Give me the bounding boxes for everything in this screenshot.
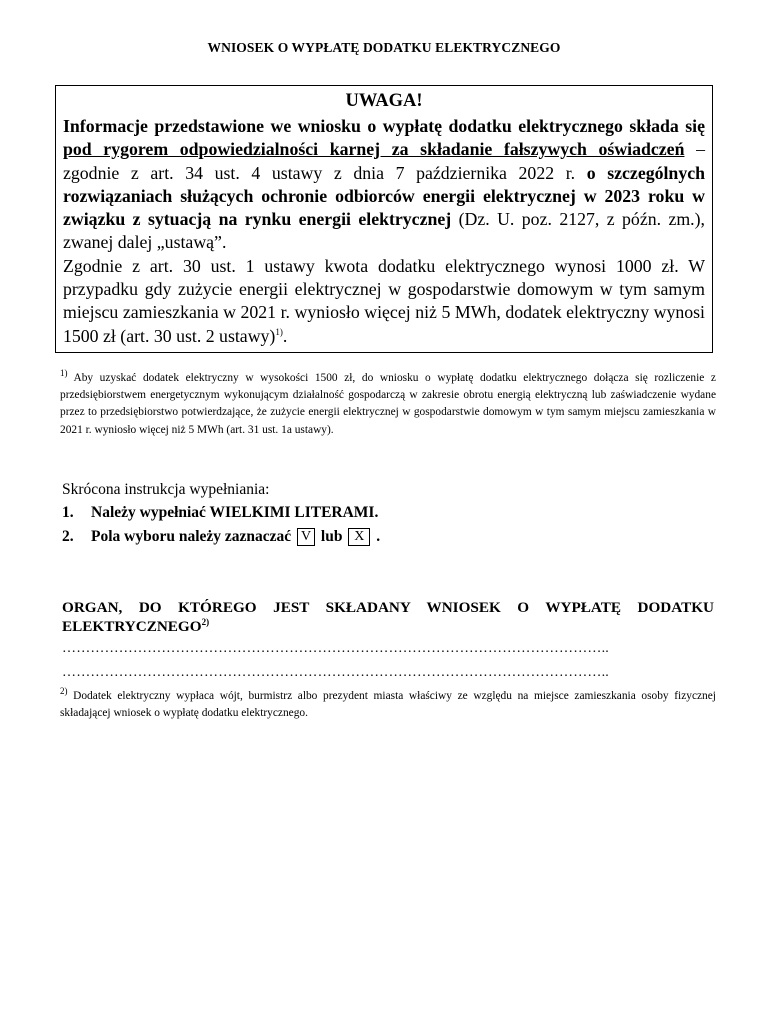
footnote-1 bbox=[60, 370, 716, 439]
organ-name-field[interactable]: …………………………………………………………………………………………………….. bbox=[62, 641, 609, 656]
instructions-heading: Skrócona instrukcja wypełniania: bbox=[62, 481, 270, 498]
instructions-list bbox=[62, 501, 702, 549]
footnote-1-text: Aby uzyskać dodatek elektryczny w wysokości 1500 zł, do wniosku o wypłatę dodatku elektrycznego dołącza się rozliczenie z przedsiębiorstwem energetycznym wykonującym działalność gospodarczą w zakresie obrotu energią elektryczną lub zaświadczenie wydane przez to przedsiębiorstwo potwierdzające, że zużycie energii elektrycznej w gospodarstwie domowym w tym samym miejscu zamieszkania w 2021 r. wyniosło więcej niż 5 MWh (art. 31 ust. 1a ustawy). bbox=[60, 372, 716, 436]
checkbox-example-v: V bbox=[297, 528, 315, 546]
warning-penalty-clause: pod rygorem odpowiedzialności karnej za składanie fałszywych oświadczeń bbox=[63, 139, 685, 160]
organ-address-field[interactable]: …………………………………………………………………………………………………….. bbox=[62, 665, 609, 680]
footnote-2-marker: 2) bbox=[60, 686, 68, 697]
warning-paragraph-1 bbox=[63, 115, 705, 255]
warning-act-title: o szczególnych rozwiązaniach służących ochronie odbiorców energii elektrycznej w 2023 roku w związku z sytuacją na rynku energii elektrycznej bbox=[63, 162, 705, 230]
footnote-ref-1: 1) bbox=[275, 326, 283, 337]
warning-amount-info: Zgodnie z art. 30 ust. 1 ustawy kwota dodatku elektrycznego wynosi 1000 zł. W przypadku gdy zużycie energii elektrycznej w gospodarstwie domowym w tym samym miejscu zamieszkania w 2021 r. wyniosło więcej niż 5 MWh, dodatek elektryczny wynosi 1500 zł (art. 30 ust. 2 ustawy) bbox=[63, 255, 705, 346]
warning-paragraph-2: Zgodnie z art. 30 ust. 1 ustawy kwota dodatku elektrycznego wynosi 1000 zł. W przypadku gdy zużycie energii elektrycznej w gospodarstwie domowym w tym samym miejscu zamieszkania w 2021 r. wyniosło więcej niż 5 MWh, dodatek elektryczny wynosi 1500 zł (art. 30 ust. 2 ustawy)$^{1)}$. bbox=[63, 255, 705, 346]
footnote-1-marker: 1) bbox=[60, 368, 68, 379]
checkbox-example-x: X bbox=[348, 528, 370, 546]
document-title: WNIOSEK O WYPŁATĘ DODATKU ELEKTRYCZNEGO bbox=[207, 40, 561, 55]
footnote-ref-2: 2) bbox=[201, 616, 210, 627]
instruction-item: 1. Należy wypełniać WIELKIMI LITERAMI. bbox=[62, 504, 379, 521]
warning-heading: UWAGA! bbox=[345, 91, 423, 111]
warning-act-reference: (Dz. U. poz. 2127, z późn. zm.), zwanej dalej „ustawą”. bbox=[63, 209, 705, 253]
footnote-2-text: Dodatek elektryczny wypłaca wójt, burmistrz albo prezydent miasta właściwy ze względu na miejsce zamieszkania osoby fizycznej składającej wniosek o wypłatę dodatku elektrycznego. bbox=[60, 690, 716, 720]
warning-bold-intro: Informacje przedstawione we wniosku o wypłatę dodatku elektrycznego składa się bbox=[63, 116, 705, 136]
instruction-item: 2. Pola wyboru należy zaznaczać V lub X . bbox=[62, 528, 381, 545]
organ-heading: ORGAN, DO KTÓREGO JEST SKŁADANY WNIOSEK O WYPŁATĘ DODATKU ELEKTRYCZNEGO$^{2)}$ bbox=[62, 599, 714, 635]
warning-legal-basis: – zgodnie z art. 34 ust. 4 ustawy z dnia 7 października 2022 r. bbox=[63, 139, 705, 183]
footnote-2 bbox=[60, 688, 716, 722]
warning-box bbox=[55, 85, 713, 353]
